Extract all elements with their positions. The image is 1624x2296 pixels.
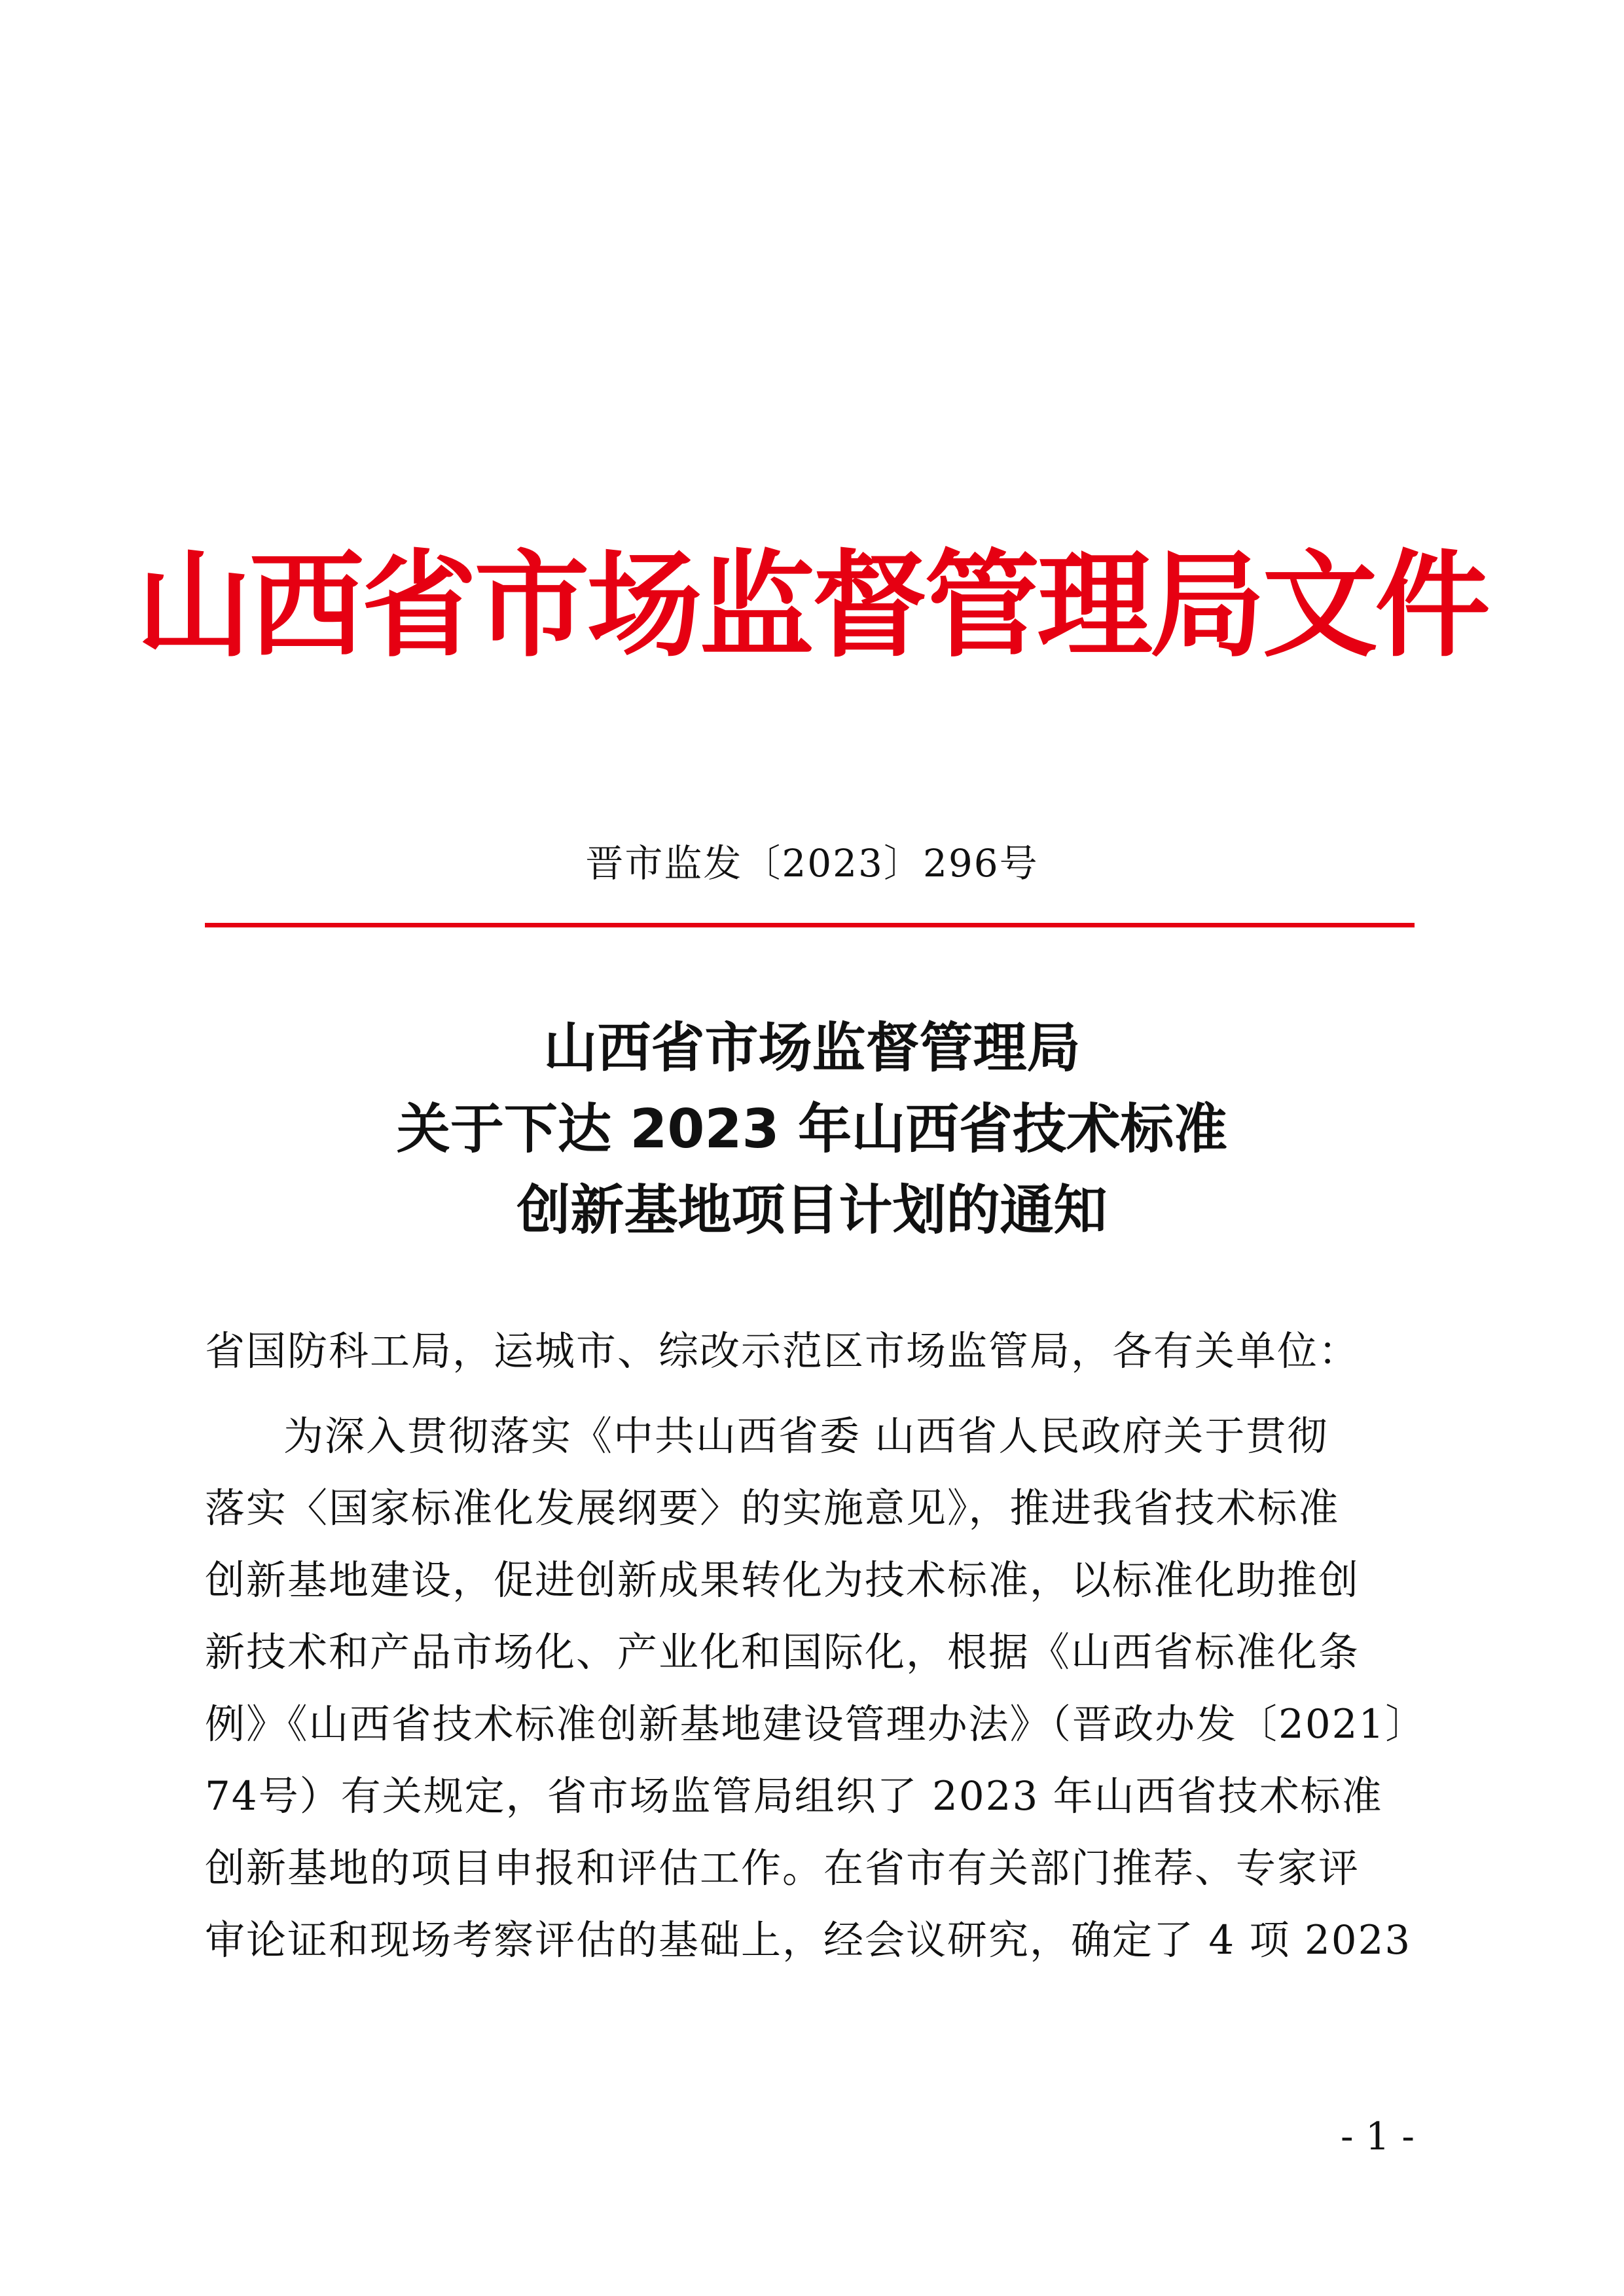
body-line: 审论证和现场考察评估的基础上，经会议研究，确定了 4 项 2023 (205, 1917, 1412, 1964)
page-number: - 1 - (1341, 2114, 1415, 2159)
salutation-recipients: 省国防科工局，运城市、综改示范区市场监管局，各有关单位： (205, 1328, 1360, 1374)
title-line: 创新基地项目计划的通知 (516, 1179, 1108, 1242)
document-masthead: 山西省市场监督管理局文件 (136, 539, 1488, 673)
body-line: 新技术和产品市场化、产业化和国际化，根据《山西省标准化条 (205, 1629, 1360, 1676)
body-line: 落实〈国家标准化发展纲要〉的实施意见》，推进我省技术标准 (205, 1485, 1340, 1532)
notice-title (0, 1008, 1624, 1251)
red-separator-line (205, 923, 1415, 927)
body-paragraph (205, 1401, 1427, 1977)
body-line: 创新基地的项目申报和评估工作。在省市有关部门推荐、专家评 (205, 1845, 1360, 1892)
title-line: 关于下达 2023 年山西省技术标准 (396, 1098, 1228, 1160)
title-line: 山西省市场监督管理局 (543, 1017, 1081, 1079)
body-line: 为深入贯彻落实《中共山西省委 山西省人民政府关于贯彻 (283, 1413, 1329, 1460)
body-line: 74号）有关规定，省市场监管局组织了 2023 年山西省技术标准 (205, 1773, 1383, 1820)
body-line: 例》《山西省技术标准创新基地建设管理办法》（晋政办发〔2021〕 (205, 1701, 1427, 1748)
body-line: 创新基地建设，促进创新成果转化为技术标准，以标准化助推创 (205, 1557, 1360, 1604)
document-number: 晋市监发〔2023〕296号 (585, 841, 1039, 886)
